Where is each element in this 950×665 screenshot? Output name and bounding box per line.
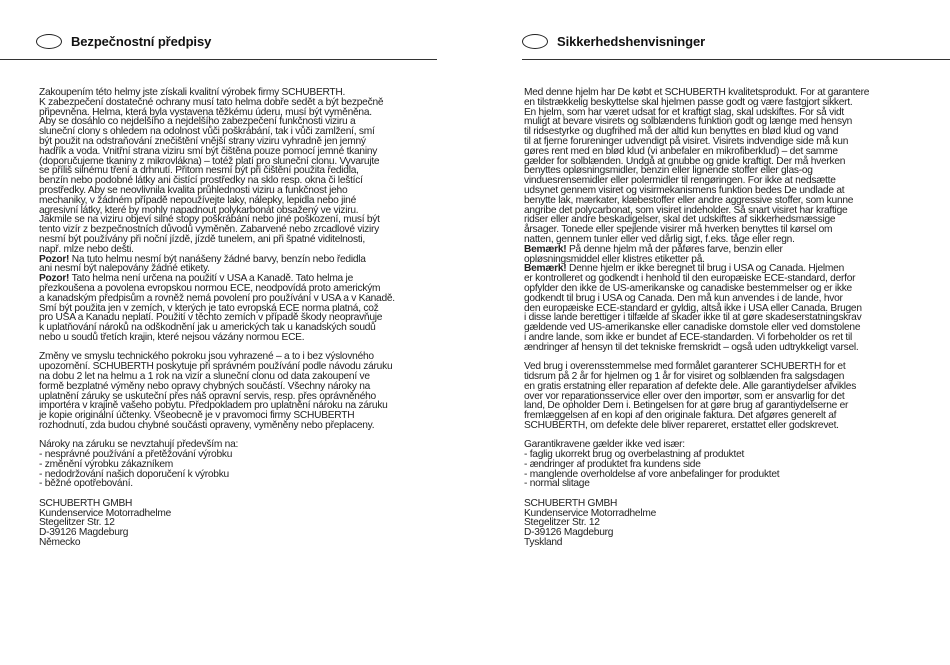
text-line: upozornění. SCHUBERTH poskytuje při správném používání podle návodu záruku: [39, 361, 393, 373]
text-line: En hjelm, som har været udsat for et kraftigt slag, skal udskiftes. For så vidt: [524, 106, 844, 118]
text-line: Kundenservice Motorradhelme: [39, 507, 171, 519]
text-line: tidsrum på 2 år for hjelmen og 1 år for visiret og solblænden fra salgsdagen: [524, 370, 845, 382]
text-line-content: Denne hjelm er ikke beregnet til brug i USA og Canada. Hjelmen: [566, 263, 845, 275]
text-line: importéra v krajině vašeho pobytu. Předpokladem pro uplatnění nároku na záruku: [39, 400, 388, 412]
text-line: je kopie originální účtenky. Všeobecně je v pravomoci firmy SCHUBERTH: [39, 410, 355, 422]
text-line: uplatnění záruky se uskuteční přes náš opravní servis, resp. přes oprávněného: [39, 390, 376, 402]
paragraph-exclusions: [524, 440, 892, 489]
text-line: gøres rent med en blød klud (vi anbefaler en mikrofiberklud) – det samme: [524, 145, 838, 157]
text-line: sluneční clony s ohledem na odolnost vůči poškrábání, tak i vůči zamlžení, smí: [39, 126, 375, 138]
paragraph-warn1: [39, 255, 407, 275]
text-line: SCHUBERTH, om defekte dele bliver repareret, erstattet eller godskrevet.: [524, 419, 839, 431]
text-line-content: På denne hjelm må der påføres farve, benzin eller: [566, 243, 783, 255]
text-line: Tyskland: [524, 537, 563, 549]
text-line: Stegelitzer Str. 12: [524, 517, 600, 529]
text-line: k uplatňování nároků na odškodnění jak u amerických tak u kanadských soudů: [39, 322, 376, 334]
text-line: ridser eller andre beskadigelser, skal det udskiftes af sikkerhedsmæssige: [524, 214, 836, 226]
text-line: fremlæggelsen af en kopi af den originale faktura. Det afgøres generelt af: [524, 410, 837, 422]
text-line: benytte lak, mærkater, klæbestoffer eller andre aggressive stoffer, som kunne: [524, 194, 854, 206]
text-line: Kundenservice Motorradhelme: [524, 507, 656, 519]
text-line: - nesprávné používání a přetěžování výrobku: [39, 449, 233, 461]
text-line: vinduesrensemidler eller polermidler til rengøringen. For ikke at nedsætte: [524, 175, 836, 187]
text-line: - běžné opotřebování.: [39, 478, 133, 490]
text-line: D-39126 Magdeburg: [39, 527, 129, 539]
text-line: gældende ved US-amerikanske eller canadiske domstole eller ved domstolene: [524, 322, 861, 334]
text-line: nesmí být používány při noční jízdě, jízdě tunelem, ani při špatné viditelnosti,: [39, 233, 365, 245]
paragraph-exclusions: [39, 440, 407, 489]
text-line: tento vizír z bezpečnostních důvodů vyměněn. Zabarvené nebo zrcadlové viziry: [39, 224, 380, 236]
text-line: Jakmile se na viziru objeví silné stopy poškrábání nebo jiné poškození, musí být: [39, 214, 380, 226]
text-line: årsager. Tonede eller spejlende visirer må hverken benyttes til kørsel om: [524, 224, 833, 236]
oval-marker-icon: [522, 34, 548, 49]
paragraph-address: [524, 499, 892, 548]
text-line: angribe det polycarbonat, som visiret indeholder. Så snart visiret har kraftige: [524, 204, 848, 216]
header-rule: [0, 59, 437, 60]
text-line: pro USA a Kanadu neplatí. Použití v těchto zemích v případě škody neopravňuje: [39, 312, 383, 324]
text-line: over vor reparationsservice eller over den importør, som er ansvarlig for det: [524, 390, 845, 402]
text-line: Smí být použita jen v zemích, v kterých je tato evropská ECE norma platná, což: [39, 302, 379, 314]
text-line: hadřík a voda. Vnitřní strana viziru smí být čištěna pouze pomocí jemné tkaniny: [39, 145, 378, 157]
text-line: opløsningsmiddel eller klistres etiketter på.: [524, 253, 705, 265]
warning-label: Pozor!: [39, 273, 70, 285]
paragraph-warn1: [524, 245, 892, 265]
text-line: er kontrolleret og godkendt i henhold til den europæiske ECE-standard, derfor: [524, 273, 856, 285]
header-rule: [522, 59, 950, 60]
text-line: udsynet gennem visiret og visirmekanismens funktion bedes De undlade at: [524, 184, 845, 196]
text-line: - faglig ukorrekt brug og overbelastning af produktet: [524, 449, 745, 461]
paragraph-intro: [524, 88, 892, 245]
text-line: i disse lande berettiger i tilfælde af skader ikke til at gøre skadeserstatningskrav: [524, 312, 862, 324]
right-header: [522, 30, 705, 52]
text-line: (doporučujeme tkaniny z mikrovlákna) – totéž platí pro sluneční clonu. Vyvarujte: [39, 155, 380, 167]
right-page: [475, 0, 950, 665]
text-line: - normal slitage: [524, 478, 590, 490]
left-page-title: Bezpečnostní předpisy: [71, 33, 212, 49]
text-line: ændringer af hensyn til det tekniske fremskridt – også uden udtrykkeligt varsel.: [524, 341, 859, 353]
text-line: připevněna. Helma, která byla vystavena těžkému úderu, musí být vyměněna.: [39, 106, 372, 118]
text-line: agresivní látky, které by mohly napadnout polykarbonát obsažený ve viziru.: [39, 204, 359, 216]
text-line: til at fjerne forureninger udvendigt på visiret. Visirets indvendige side må kun: [524, 135, 849, 147]
text-line: Stegelitzer Str. 12: [39, 517, 115, 529]
text-line: gælder for solblænden. Undgå at gnubbe og gnide kraftigt. Der må hverken: [524, 155, 846, 167]
paragraph-address: [39, 499, 407, 548]
text-line: se příliš silnému tření a drhnutí. Přitom nesmí být při čištění použita ředidla,: [39, 165, 359, 177]
text-line: D-39126 Magdeburg: [524, 527, 614, 539]
paragraph-warranty: [39, 352, 407, 430]
text-line: Aby se dosáhlo co nejdelšího a nejdelšího zabezpečení funkčnosti viziru a: [39, 116, 356, 128]
paragraph-intro: [39, 88, 407, 255]
text-line: en gratis erstatning eller reparation af defekte dele. Alle garantiydelser afvikles: [524, 380, 857, 392]
text-line: natten, gennem tunler eller ved dårlig sigt, f.eks. tåge eller regn.: [524, 233, 795, 245]
text-line: mechaniky, v žádném případě nepoužívejte laky, nálepky, lepidla nebo jiné: [39, 194, 357, 206]
text-line: Med denne hjelm har De købt et SCHUBERTH kvalitetsprodukt. For at garantere: [524, 87, 870, 98]
warning-label: Pozor!: [39, 253, 70, 265]
text-line: Změny ve smyslu technického pokroku jsou vyhrazené – a to i bez výslovného: [39, 351, 374, 363]
text-line: den europæiske ECE-standard er gyldig, altså ikke i USA eller Canada. Brugen: [524, 302, 862, 314]
right-body: [524, 88, 892, 557]
text-line: rozhodnutí, zda budou chybné součásti opraveny, vyměněny nebo přeplaceny.: [39, 419, 375, 431]
text-line: til ridsestyrke og dugfrihed må der altid kun benyttes en blød klud og vand: [524, 126, 839, 138]
text-line: en tilstrækkelig beskyttelse skal hjelmen passe godt og være fastgjort sikkert.: [524, 96, 853, 108]
text-line: např. mlze nebo dešti.: [39, 243, 134, 255]
text-line: nebo u soudů třetích krajin, které nejsou vázány normou ECE.: [39, 331, 305, 343]
warning-label: Bemærk!: [524, 263, 567, 275]
text-line: prostředky. Aby se neovlivnila kvalita průhlednosti viziru a funkčnost jeho: [39, 184, 348, 196]
text-line: SCHUBERTH GMBH: [524, 497, 618, 509]
left-header: [36, 30, 211, 52]
text-line: - nedodržování našich doporučení k výrobku: [39, 468, 229, 480]
paragraph-warn2: [39, 274, 407, 343]
text-line: na dobu 2 let na helmu a 1 rok na vizír a sluneční clonu od data zakoupení ve: [39, 370, 370, 382]
text-line: benyttes opløsningsmidler, benzin eller lignende stoffer eller glas-og: [524, 165, 813, 177]
text-line-content: Na tuto helmu nesmí být nanášeny žádné barvy, benzín nebo ředidla: [69, 253, 366, 265]
text-line: formě bezplatné výměny nebo opravy chybných součástí. Všechny nároky na: [39, 380, 371, 392]
text-line: Ved brug i overensstemmelse med formålet garanterer SCHUBERTH for et: [524, 361, 846, 373]
text-line: přezkoušena a povolena evropskou normou ECE, neodpovídá proto americkým: [39, 282, 381, 294]
text-line: - změnění výrobku zákazníkem: [39, 458, 173, 470]
text-line: - ændringer af produktet fra kundens side: [524, 458, 701, 470]
left-body: [39, 88, 407, 557]
right-page-title: Sikkerhedshenvisninger: [557, 33, 706, 49]
text-line: muligt at bevare visirets og solblændens funktion godt og længe med hensyn: [524, 116, 853, 128]
text-line: land, De opholder Dem i. Betingelsen for at gøre brug af garantiydelserne er: [524, 400, 849, 412]
text-line: Zakoupením této helmy jste získali kvalitní výrobek firmy SCHUBERTH.: [39, 87, 346, 98]
text-line: godkendt til brug i USA og Canada. Den må kun anvendes i de lande, hvor: [524, 292, 843, 304]
text-line: - manglende overholdelse af vore anbefalinger for produktet: [524, 468, 780, 480]
text-line: Nároky na záruku se nevztahují především na:: [39, 439, 239, 451]
text-line: a kanadským předpisům a rovněž nemá povolení pro používání v USA a v Kanadě.: [39, 292, 395, 304]
text-line: být použit na odstraňování znečištění vnější strany viziru vyhradně jen jemný: [39, 135, 366, 147]
warning-label: Bemærk!: [524, 243, 567, 255]
text-line: i andre lande, som ikke er bundet af ECE-standarden. Vi forbeholder os ret til: [524, 331, 853, 343]
text-line: K zabezpečení dostatečné ochrany musí tato helma dobře sedět a být bezpečně: [39, 96, 384, 108]
text-line: Německo: [39, 537, 81, 549]
text-line: opfylder den ikke de US-amerikanske og canadiske bestemmelser og er ikke: [524, 282, 852, 294]
text-line: SCHUBERTH GMBH: [39, 497, 133, 509]
text-line: ani nesmí být nalepovány žádné etikety.: [39, 263, 210, 275]
text-line-content: Tato helma není určena na použití v USA a Kanadě. Tato helma je: [69, 273, 353, 285]
text-line: Garantikravene gælder ikke ved især:: [524, 439, 685, 451]
text-line: benzín nebo podobné látky ani čistící prostředky na sklo resp. okna či leštící: [39, 175, 363, 187]
paragraph-warn2: [524, 264, 892, 352]
oval-marker-icon: [36, 34, 62, 49]
paragraph-warranty: [524, 362, 892, 431]
